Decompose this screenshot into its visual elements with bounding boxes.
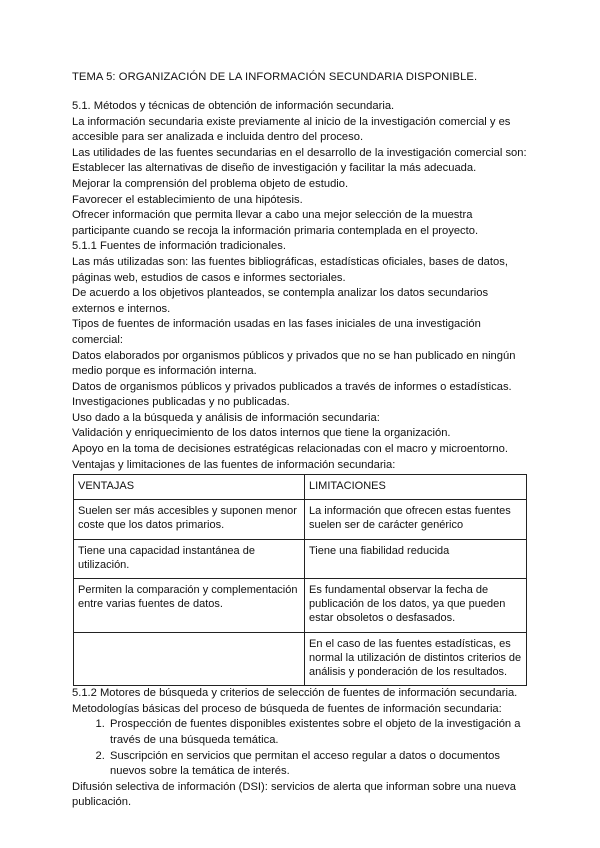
paragraph: Uso dado a la búsqueda y análisis de información secundaria: <box>72 411 380 424</box>
advantages-limitations-table <box>73 474 527 686</box>
paragraph: De acuerdo a los objetivos planteados, se contempla analizar los datos secundarios externos e internos. <box>72 287 489 315</box>
header-limitations: LIMITACIONES <box>305 475 527 500</box>
advantage-cell: Tiene una capacidad instantánea de utilización. <box>74 539 305 578</box>
paragraph: Mejorar la comprensión del problema objeto de estudio. <box>72 177 349 190</box>
paragraph: Favorecer el establecimiento de una hipótesis. <box>72 193 303 206</box>
paragraph: Difusión selectiva de información (DSI): servicios de alerta que informan sobre una nueva publicación. <box>72 780 516 809</box>
header-advantages: VENTAJAS <box>74 475 305 500</box>
advantage-cell: Suelen ser más accesibles y suponen menor coste que los datos primarios. <box>74 500 305 539</box>
advantage-cell-empty <box>74 632 305 686</box>
table-row <box>74 632 527 686</box>
paragraph: Las utilidades de las fuentes secundarias en el desarrollo de la investigación comercial son: <box>72 146 527 159</box>
table-row <box>74 579 527 633</box>
paragraph: Metodologías básicas del proceso de búsqueda de fuentes de información secundaria: <box>72 702 502 715</box>
intro-section <box>72 99 532 473</box>
paragraph: Establecer las alternativas de diseño de investigación y facilitar la más adecuada. <box>72 162 477 175</box>
limitation-cell: En el caso de las fuentes estadísticas, es normal la utilización de distintos criterios de análisis y ponderación de los resultados. <box>305 632 527 686</box>
table-header-row <box>74 475 527 500</box>
paragraph: Datos de organismos públicos y privados publicados a través de informes o estadísticas. <box>72 380 512 393</box>
paragraph: Ofrecer información que permita llevar a cabo una mejor selección de la muestra participante cuando se recoja la información primaria contemplada en el proyecto. <box>72 209 479 237</box>
paragraph: Datos elaborados por organismos públicos y privados que no se han publicado en ningún medio porque es información interna. <box>72 349 516 378</box>
table-row <box>74 500 527 539</box>
paragraph: Las más utilizadas son: las fuentes bibliográficas, estadísticas oficiales, bases de datos, páginas web, estudios de casos e informes sectoriales. <box>72 255 508 284</box>
document-title: TEMA 5: ORGANIZACIÓN DE LA INFORMACIÓN SECUNDARIA DISPONIBLE. <box>72 71 478 83</box>
section-heading-5-1: 5.1. Métodos y técnicas de obtención de información secundaria. <box>72 100 395 112</box>
table-caption: Ventajas y limitaciones de las fuentes de información secundaria: <box>72 458 396 471</box>
paragraph: Investigaciones publicadas y no publicadas. <box>72 396 290 409</box>
search-section <box>72 686 532 811</box>
table-row <box>74 539 527 578</box>
section-heading-5-1-2: 5.1.2 Motores de búsqueda y criterios de selección de fuentes de información secundaria. <box>72 687 518 700</box>
limitation-cell: Es fundamental observar la fecha de publicación de los datos, ya que pueden estar obsoletos o desfasados. <box>305 579 527 633</box>
section-heading-5-1-1: 5.1.1 Fuentes de información tradicionales. <box>72 240 286 253</box>
paragraph: Validación y enriquecimiento de los datos internos que tiene la organización. <box>72 427 451 440</box>
list-item: 2. Suscripción en servicios que permitan el acceso regular a datos o documentos nuevos sobre la temática de interés. <box>108 749 532 780</box>
paragraph: Tipos de fuentes de información usadas en las fases iniciales de una investigación comercial: <box>72 318 481 346</box>
paragraph: La información secundaria existe previamente al inicio de la investigación comercial y es accesible para ser analizada e incluida dentro del proceso. <box>72 115 511 144</box>
limitation-cell: Tiene una fiabilidad reducida <box>305 539 527 578</box>
paragraph: Apoyo en la toma de decisiones estratégicas relacionadas con el macro y microentorno. <box>72 443 508 456</box>
methodology-list <box>72 717 532 779</box>
document-content <box>72 70 532 811</box>
advantage-cell: Permiten la comparación y complementación entre varias fuentes de datos. <box>74 579 305 633</box>
limitation-cell: La información que ofrecen estas fuentes suelen ser de carácter genérico <box>305 500 527 539</box>
list-item: 1. Prospección de fuentes disponibles existentes sobre el objeto de la investigación a través de una búsqueda temática. <box>108 717 532 748</box>
